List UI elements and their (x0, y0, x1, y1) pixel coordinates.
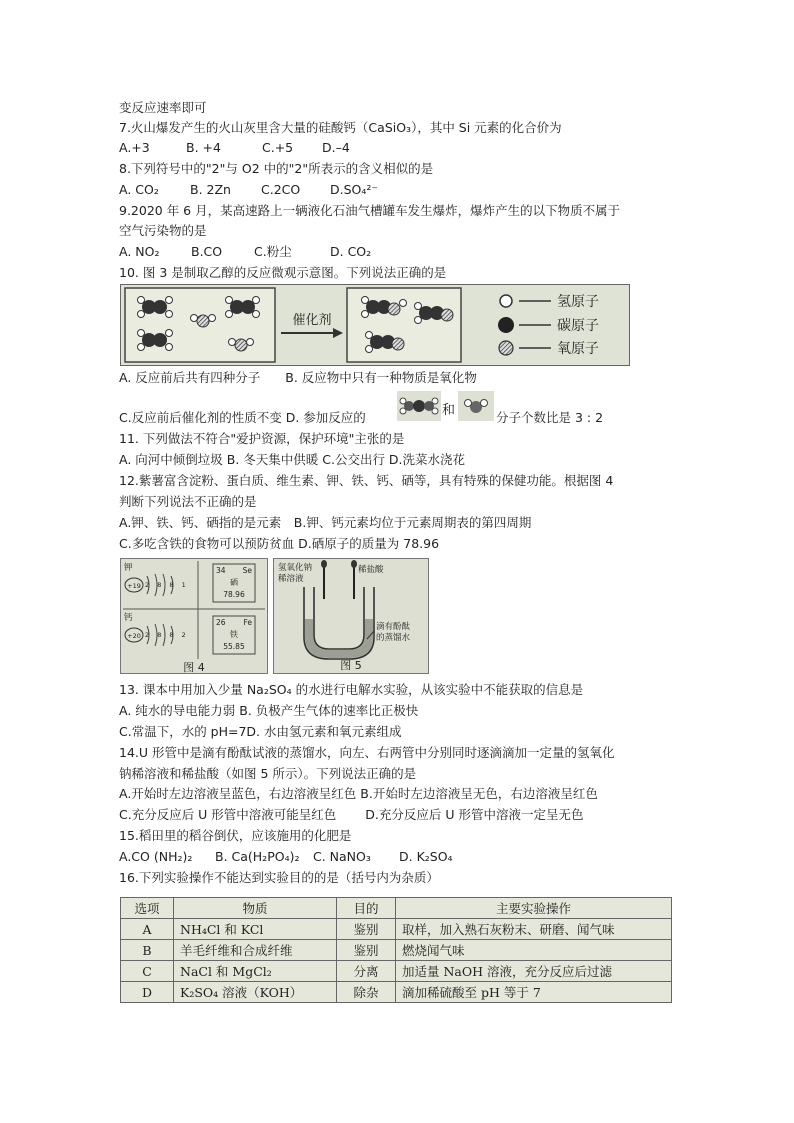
cell-operation: 加适量 NaOH 溶液，充分反应后过滤 (396, 961, 672, 982)
option-a: A.+3 (119, 140, 150, 155)
figure-4-caption: 图 4 (183, 661, 205, 673)
carbon-atom-icon (498, 317, 514, 333)
question-12-options-cd: C.多吃含铁的食物可以预防贫血 D.硒原子的质量为 78.96 (119, 536, 440, 551)
selenium-name: 硒 (230, 578, 238, 587)
cell-substance: NaCl 和 MgCl₂ (174, 961, 337, 982)
option-a: A. CO₂ (119, 182, 159, 197)
header-substance: 物质 (174, 898, 337, 919)
cell-option: A (121, 919, 174, 940)
legend-hydrogen: 氢原子 (557, 294, 599, 310)
question-12: 12.紫薯富含淀粉、蛋白质、维生素、钾、铁、钙、硒等，具有特殊的保健功能。根据图 4 (119, 473, 614, 488)
table-header-row (121, 898, 672, 919)
selenium-symbol: Se (242, 566, 252, 575)
hydrogen-atom-icon (500, 295, 512, 307)
option-c: C. NaNO₃ (313, 849, 371, 864)
question-12-cont: 判断下列说法不正确的是 (119, 494, 257, 509)
bottom-label-1: 滴有酚酞 (376, 622, 411, 632)
option-b: B. 2Zn (190, 182, 231, 197)
co2-molecule-icon (397, 391, 441, 421)
calcium-label: 钙 (124, 613, 133, 623)
iron-name: 铁 (230, 630, 238, 639)
question-14-options-cd: C.充分反应后 U 形管中溶液可能呈红色 D.充分反应后 U 形管中溶液一定呈无色 (119, 807, 584, 822)
option-d: D. CO₂ (330, 244, 372, 259)
question-7: 7.火山爆发产生的火山灰里含大量的硅酸钙（CaSiO₃），其中 Si 元素的化合价为 (119, 120, 562, 135)
cell-operation: 滴加稀硫酸至 pH 等于 7 (396, 982, 672, 1003)
question-16-table (120, 897, 672, 1003)
question-10: 10. 图 3 是制取乙醇的反应微观示意图。下列说法正确的是 (119, 265, 447, 280)
option-d: D. K₂SO₄ (399, 849, 453, 864)
question-14-options-ab: A.开始时左边溶液呈蓝色，右边溶液呈红色 B.开始时左边溶液呈无色，右边溶液呈红色 (119, 786, 598, 801)
reaction-svg (121, 285, 629, 365)
question-15-options (119, 849, 453, 865)
selenium-mass: 78.96 (223, 590, 245, 599)
iron-symbol: Fe (243, 618, 252, 627)
option-c: C.2CO (261, 182, 301, 197)
option-b: B. +4 (186, 140, 221, 155)
figure-5-u-tube (273, 558, 429, 674)
table-row (121, 961, 672, 982)
calcium-shells: 2 8 8 2 (145, 631, 189, 639)
question-9-options (119, 244, 371, 260)
cell-purpose: 除杂 (337, 982, 396, 1003)
legend-oxygen: 氧原子 (557, 341, 599, 357)
left-label-1: 氢氧化钠 (278, 563, 313, 573)
cell-option: C (121, 961, 174, 982)
legend (498, 294, 599, 357)
potassium-label: 钾 (124, 563, 133, 573)
figure-4-svg (121, 559, 267, 673)
cell-purpose: 鉴别 (337, 940, 396, 961)
figure-3-reaction-diagram (120, 284, 630, 366)
question-15: 15.稻田里的稻谷倒伏，应该施用的化肥是 (119, 828, 352, 843)
option-d-prefix: D. 参加反应的 (285, 410, 366, 425)
iron-mass: 55.85 (223, 642, 245, 651)
molecule-image-co2 (397, 391, 441, 421)
option-d-suffix: 分子个数比是 3 : 2 (496, 410, 604, 425)
question-13: 13. 课本中用加入少量 Na₂SO₄ 的水进行电解水实验，从该实验中不能获取的信息是 (119, 682, 584, 697)
option-b: B. Ca(H₂PO₄)₂ (215, 849, 300, 864)
water-molecule-icon (458, 391, 494, 421)
option-d: D.SO₄²⁻ (330, 182, 378, 197)
cell-operation: 取样，加入熟石灰粉末、研磨、闻气味 (396, 919, 672, 940)
bottom-label-2: 的蒸馏水 (376, 633, 411, 643)
figure-4-periodic-info (120, 558, 268, 674)
question-9: 9.2020 年 6 月，某高速路上一辆液化石油气槽罐车发生爆炸，爆炸产生的以下物质不属于 (119, 203, 621, 218)
table-row (121, 982, 672, 1003)
option-c: C.反应前后催化剂的性质不变 (119, 410, 282, 425)
question-16: 16.下列实验操作不能达到实验目的的是（括号内为杂质） (119, 870, 439, 885)
question-9-cont: 空气污染物的是 (119, 223, 207, 238)
cell-substance: K₂SO₄ 溶液（KOH） (174, 982, 337, 1003)
cell-option: B (121, 940, 174, 961)
question-11-options: A. 向河中倾倒垃圾 B. 冬天集中供暖 C.公交出行 D.洗菜水浇花 (119, 452, 466, 467)
option-a: A. NO₂ (119, 244, 160, 259)
potassium-shells: 2 8 8 1 (145, 581, 189, 589)
right-label: 稀盐酸 (358, 565, 384, 575)
figure-5-caption: 图 5 (340, 659, 362, 672)
option-c: C.粉尘 (254, 244, 292, 259)
cell-purpose: 鉴别 (337, 919, 396, 940)
table-row (121, 940, 672, 961)
question-8: 8.下列符号中的"2"与 O2 中的"2"所表示的含义相似的是 (119, 161, 434, 176)
potassium-nucleus: +19 (127, 582, 141, 590)
option-d: D.–4 (322, 140, 350, 155)
header-option: 选项 (121, 898, 174, 919)
table-row (121, 919, 672, 940)
option-b: B.CO (191, 244, 223, 259)
question-13-options-ab: A. 纯水的导电能力弱 B. 负极产生气体的速率比正极快 (119, 703, 419, 718)
oxygen-atom-icon (499, 341, 513, 355)
cell-substance: 羊毛纤维和合成纤维 (174, 940, 337, 961)
legend-carbon: 碳原子 (557, 318, 599, 334)
cell-purpose: 分离 (337, 961, 396, 982)
calcium-nucleus: +20 (127, 632, 141, 640)
question-14: 14.U 形管中是滴有酚酞试液的蒸馏水，向左、右两管中分别同时逐滴滴加一定量的氢氧化 (119, 745, 615, 760)
continued-line: 变反应速率即可 (119, 100, 207, 115)
molecule-image-h2o (458, 391, 494, 421)
header-purpose: 目的 (337, 898, 396, 919)
option-a: A.CO (NH₂)₂ (119, 849, 193, 864)
cell-operation: 燃烧闻气味 (396, 940, 672, 961)
question-12-options-ab: A.钾、铁、钙、硒指的是元素 B.钾、钙元素均位于元素周期表的第四周期 (119, 515, 532, 530)
iron-number: 26 (216, 618, 226, 627)
question-7-options (119, 140, 350, 156)
header-operation: 主要实验操作 (396, 898, 672, 919)
question-11: 11. 下列做法不符合"爱护资源，保护环境"主张的是 (119, 431, 405, 446)
cell-substance: NH₄Cl 和 KCl (174, 919, 337, 940)
question-8-options (119, 182, 378, 198)
question-10-options-ab: A. 反应前后共有四种分子 B. 反应物中只有一种物质是氧化物 (119, 370, 477, 385)
left-label-2: 稀溶液 (278, 574, 304, 584)
option-d-and: 和 (442, 403, 456, 418)
question-14-cont: 钠稀溶液和稀盐酸（如图 5 所示）。下列说法正确的是 (119, 766, 417, 781)
figure-5-svg (274, 559, 428, 673)
question-10-options-cd (119, 410, 366, 426)
selenium-number: 34 (216, 566, 226, 575)
option-c: C.+5 (262, 140, 294, 155)
question-13-options-cd: C.常温下，水的 pH=7D. 水由氢元素和氧元素组成 (119, 724, 402, 739)
cell-option: D (121, 982, 174, 1003)
catalyst-label: 催化剂 (292, 313, 332, 328)
